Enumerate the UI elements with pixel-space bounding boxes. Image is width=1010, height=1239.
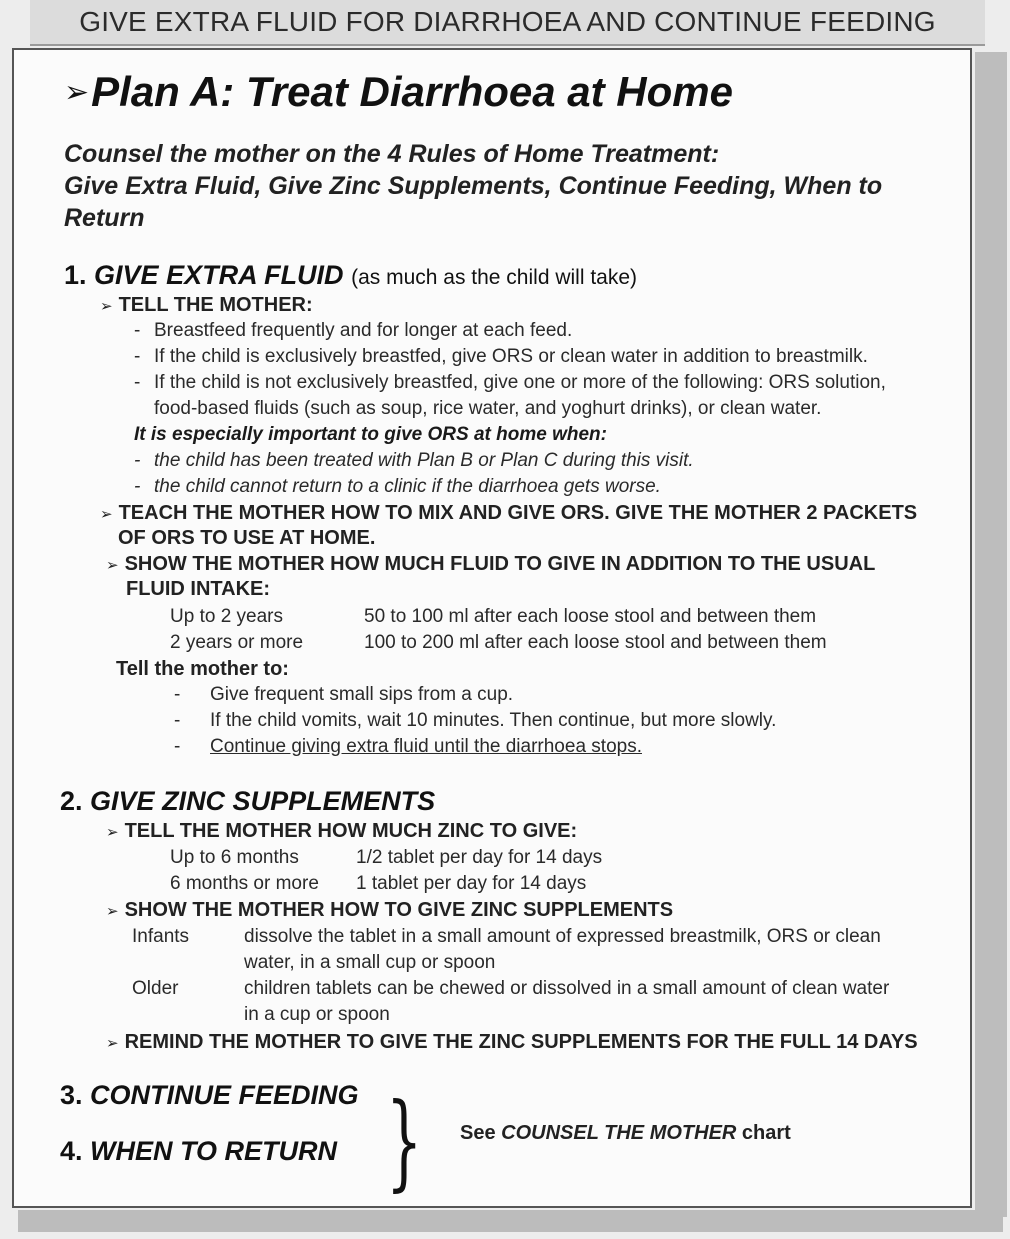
section-3-heading <box>60 1080 359 1111</box>
tell-item-2: If the child is exclusively breastfed, give ORS or clean water in addition to breastmilk. <box>154 346 868 367</box>
remind-zinc-text: REMIND THE MOTHER TO GIVE THE ZINC SUPPLEMENTS FOR THE FULL 14 DAYS <box>124 1031 918 1053</box>
tell-mother-heading <box>100 294 313 317</box>
section-3-number: 3. <box>60 1080 83 1110</box>
teach-mother-text-1: TEACH THE MOTHER HOW TO MIX AND GIVE ORS. GIVE THE MOTHER 2 PACKETS <box>118 502 918 524</box>
older-line-1: children tablets can be chewed or dissolved in a small amount of clean water <box>244 978 890 999</box>
zinc-dose-1: 1/2 tablet per day for 14 days <box>356 847 603 868</box>
header-band <box>30 0 985 46</box>
dash-icon: - <box>134 476 141 497</box>
arrow-bullet-icon: ➢ <box>106 556 119 574</box>
tell-to-item-1: Give frequent small sips from a cup. <box>210 684 514 705</box>
section-2-heading <box>60 786 435 817</box>
section-1-title: GIVE EXTRA FLUID <box>94 260 344 290</box>
arrow-bullet-icon: ➢ <box>106 1034 119 1052</box>
fluid-amount-2: 100 to 200 ml after each loose stool and between them <box>364 632 827 653</box>
section-4-number: 4. <box>60 1136 83 1166</box>
counsel-line-2: Give Extra Fluid, Give Zinc Supplements, Continue Feeding, When to <box>64 172 883 200</box>
section-1-number: 1. <box>64 260 87 290</box>
tell-zinc-text: TELL THE MOTHER HOW MUCH ZINC TO GIVE: <box>124 820 578 842</box>
show-mother-line-2: FLUID INTAKE: <box>126 578 271 600</box>
teach-mother-line-2: OF ORS TO USE AT HOME. <box>118 527 376 549</box>
dash-icon: - <box>174 710 181 731</box>
see-chart-prefix: See <box>460 1122 496 1144</box>
fluid-age-2: 2 years or more <box>170 632 304 653</box>
zinc-age-2: 6 months or more <box>170 873 319 894</box>
arrow-bullet-icon: ➢ <box>106 823 119 841</box>
arrow-bullet-icon: ➢ <box>64 75 90 110</box>
section-4-title: WHEN TO RETURN <box>90 1136 338 1166</box>
important-item-2: the child cannot return to a clinic if the diarrhoea gets worse. <box>154 476 661 497</box>
show-zinc-text: SHOW THE MOTHER HOW TO GIVE ZINC SUPPLEMENTS <box>124 899 674 921</box>
show-mother-text-1: SHOW THE MOTHER HOW MUCH FLUID TO GIVE IN ADDITION TO THE USUAL <box>124 553 876 575</box>
zinc-age-1: Up to 6 months <box>170 847 299 868</box>
show-mother-line-1 <box>106 553 875 576</box>
section-3-title: CONTINUE FEEDING <box>90 1080 359 1110</box>
infants-line-2: water, in a small cup or spoon <box>244 952 496 973</box>
header-title: GIVE EXTRA FLUID FOR DIARRHOEA AND CONTINUE FEEDING <box>79 6 936 37</box>
tell-item-1: Breastfeed frequently and for longer at each feed. <box>154 320 573 341</box>
tell-to-item-3: Continue giving extra fluid until the diarrhoea stops. <box>210 736 642 757</box>
tell-to-item-2: If the child vomits, wait 10 minutes. Then continue, but more slowly. <box>210 710 777 731</box>
fluid-age-1: Up to 2 years <box>170 606 283 627</box>
arrow-bullet-icon: ➢ <box>100 297 113 315</box>
dash-icon: - <box>174 736 181 757</box>
plan-title-text: Plan A: Treat Diarrhoea at Home <box>91 68 733 115</box>
tell-mother-to-heading: Tell the mother to: <box>116 658 289 680</box>
counsel-line-1: Counsel the mother on the 4 Rules of Home Treatment: <box>64 140 720 168</box>
infants-label: Infants <box>132 926 190 947</box>
dash-icon: - <box>134 346 141 367</box>
older-label: Older <box>132 978 179 999</box>
dash-icon: - <box>134 320 141 341</box>
tell-item-3: If the child is not exclusively breastfed, give one or more of the following: ORS solution, <box>154 372 886 393</box>
dash-icon: - <box>134 372 141 393</box>
section-2-number: 2. <box>60 786 83 816</box>
teach-mother-line-1 <box>100 502 917 525</box>
fluid-amount-1: 50 to 100 ml after each loose stool and between them <box>364 606 817 627</box>
plan-title <box>64 68 733 116</box>
card-shadow-right <box>975 52 1007 1217</box>
arrow-bullet-icon: ➢ <box>106 902 119 920</box>
show-zinc-heading <box>106 899 673 922</box>
see-chart-suffix: chart <box>741 1122 791 1144</box>
section-1-note: (as much as the child will take) <box>351 266 638 289</box>
tell-zinc-heading <box>106 820 577 843</box>
dash-icon: - <box>134 450 141 471</box>
section-4-heading <box>60 1136 337 1167</box>
card-shadow-bottom <box>18 1210 1003 1232</box>
see-chart-note <box>460 1122 791 1145</box>
arrow-bullet-icon: ➢ <box>100 505 113 523</box>
important-item-1: the child has been treated with Plan B or Plan C during this visit. <box>154 450 694 471</box>
section-2-title: GIVE ZINC SUPPLEMENTS <box>90 786 436 816</box>
zinc-dose-2: 1 tablet per day for 14 days <box>356 873 587 894</box>
section-1-heading <box>64 260 637 291</box>
older-line-2: in a cup or spoon <box>244 1004 390 1025</box>
see-chart-name: COUNSEL THE MOTHER <box>501 1122 737 1144</box>
tell-item-3-continued: food-based fluids (such as soup, rice water, and yoghurt drinks), or clean water. <box>154 398 822 419</box>
important-heading: It is especially important to give ORS at home when: <box>134 424 607 445</box>
curly-brace-icon: } <box>386 1080 423 1202</box>
dash-icon: - <box>174 684 181 705</box>
infants-line-1: dissolve the tablet in a small amount of expressed breastmilk, ORS or clean <box>244 926 881 947</box>
remind-zinc-line <box>106 1031 918 1054</box>
tell-mother-text: TELL THE MOTHER: <box>118 294 313 316</box>
counsel-line-3: Return <box>64 204 145 232</box>
plan-a-card <box>12 48 972 1208</box>
